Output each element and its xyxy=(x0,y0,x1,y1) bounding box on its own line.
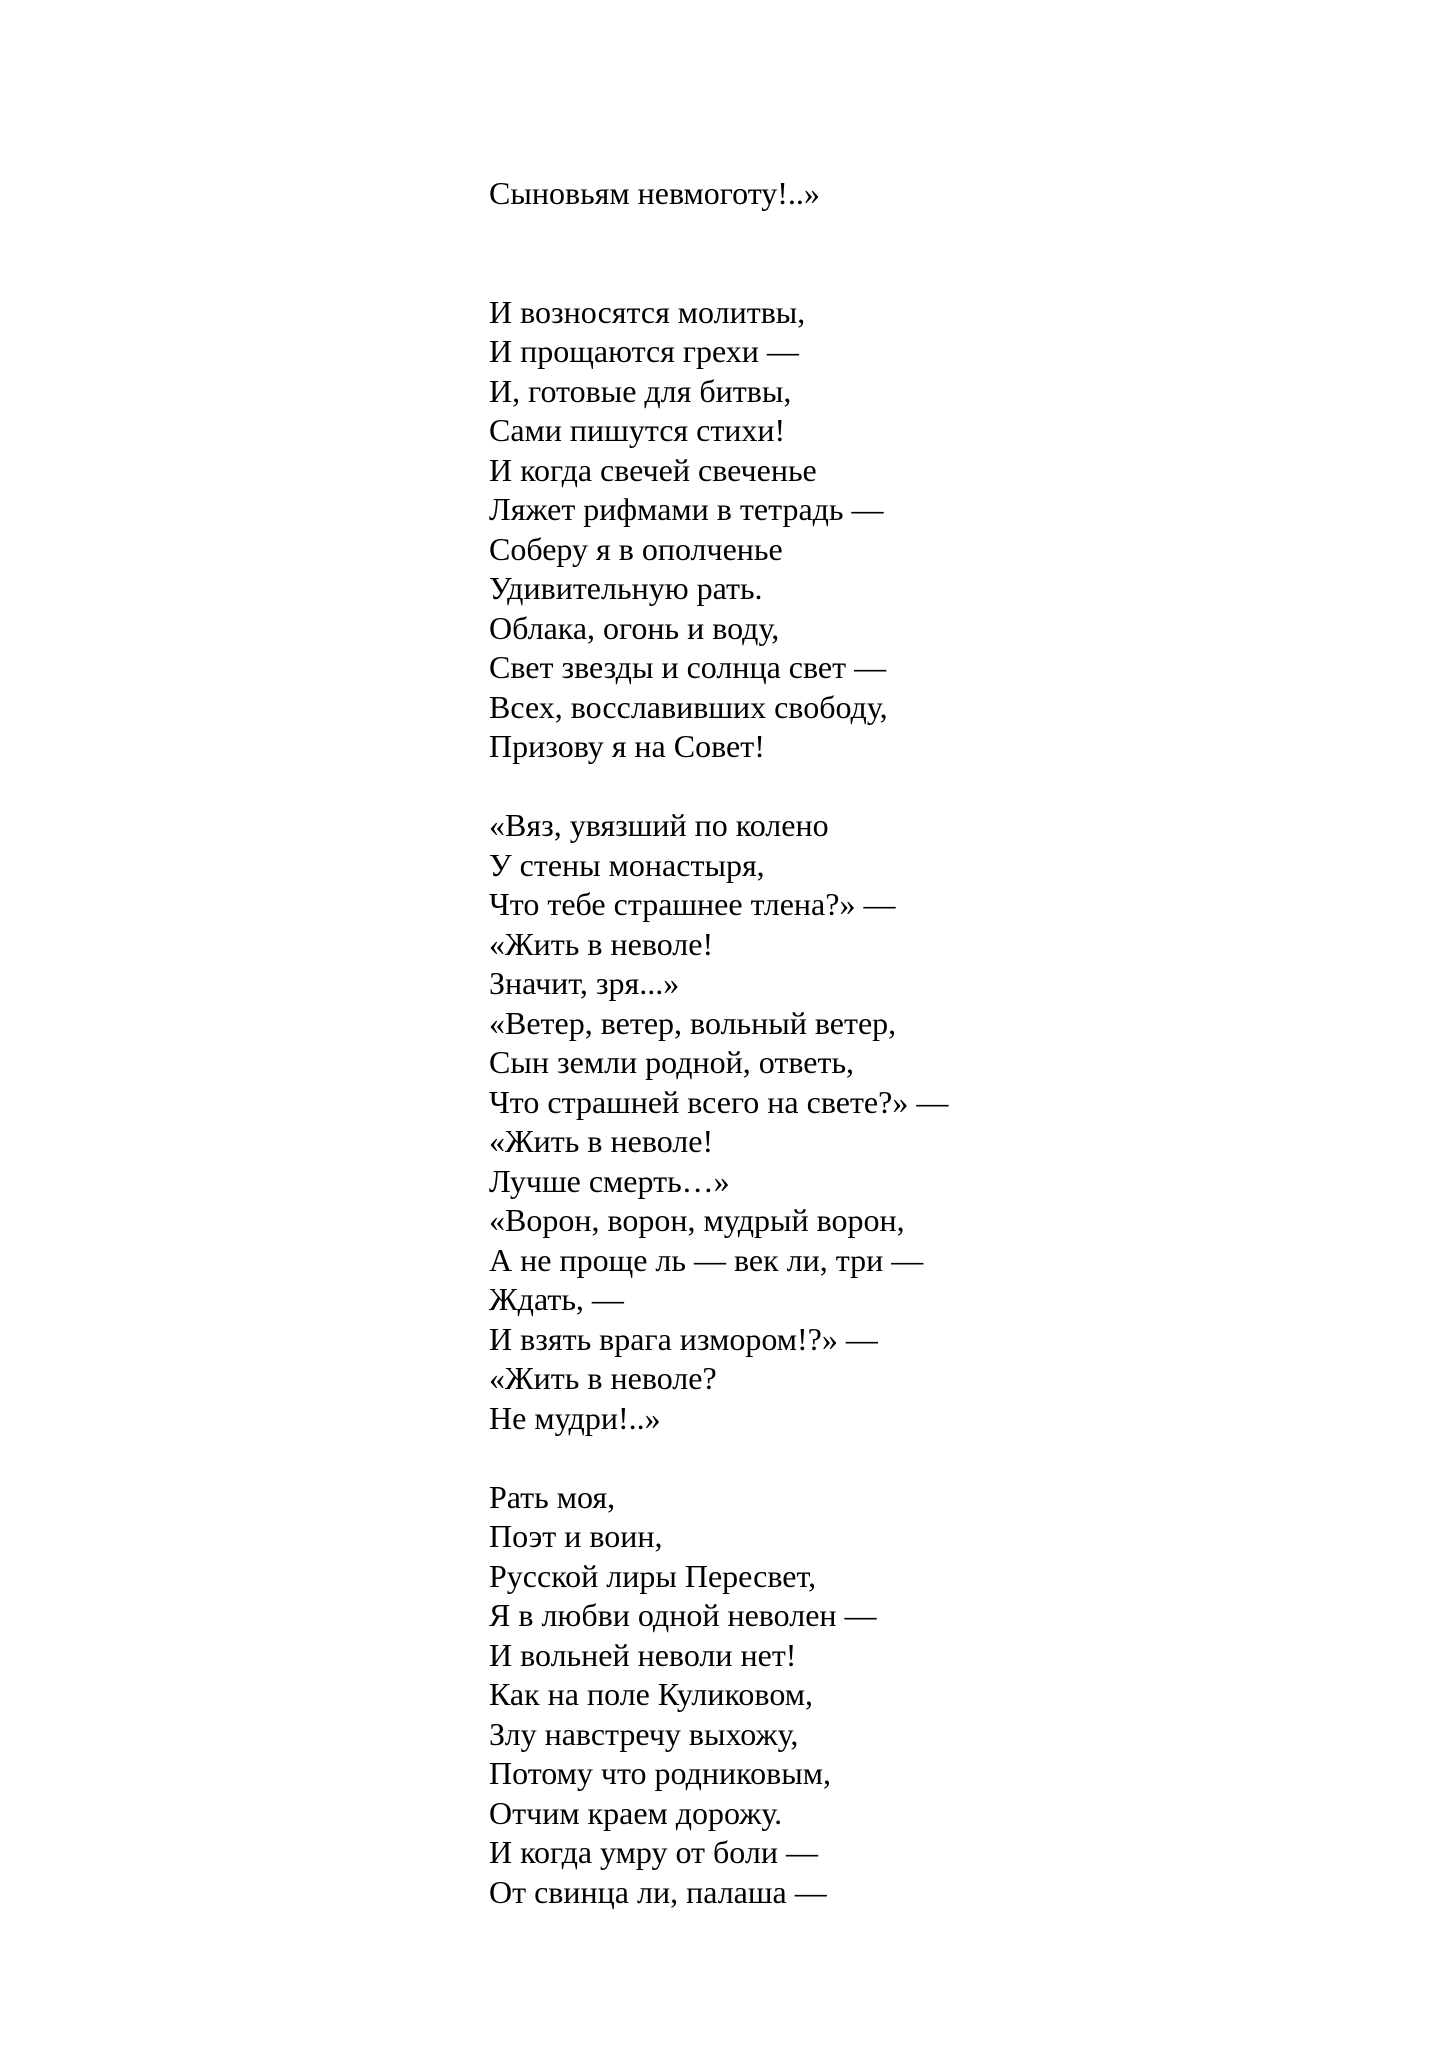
poem-line: Отчим краем дорожу. xyxy=(489,1794,783,1831)
poem-line: И когда свечей свеченье xyxy=(489,451,817,488)
poem-line: И, готовые для битвы, xyxy=(489,372,792,409)
poem-line: Облака, огонь и воду, xyxy=(489,609,780,646)
poem-line: Сами пишутся стихи! xyxy=(489,412,786,448)
stanza-2 xyxy=(489,806,1309,1438)
poem-line: От свинца ли, палаша — xyxy=(489,1873,827,1910)
poem-line: Что страшней всего на свете?» — xyxy=(489,1083,949,1120)
poem-line: Как на поле Куликовом, xyxy=(489,1676,813,1712)
poem-line: Русской лиры Пересвет, xyxy=(489,1557,817,1594)
poem-line: И взять врага измором!?» — xyxy=(489,1320,878,1357)
poem-line: «Вяз, увязший по колено xyxy=(489,807,829,843)
stanza-3 xyxy=(489,1478,1309,1913)
poem-line: Не мудри!..» xyxy=(489,1399,661,1436)
poem-line: Всех, восславивших свободу, xyxy=(489,688,888,725)
poem-line: Сыновьям невмоготу!..» xyxy=(489,175,820,211)
poem-line: Лучше смерть…» xyxy=(489,1162,730,1199)
poem-line: Что тебе страшнее тлена?» — xyxy=(489,886,896,922)
poem-line: Поэт и воин, xyxy=(489,1518,663,1554)
poem-line: Соберу я в ополченье xyxy=(489,530,783,567)
poem-line: «Ветер, ветер, вольный ветер, xyxy=(489,1004,897,1041)
poem-line: «Ворон, ворон, мудрый ворон, xyxy=(489,1202,905,1238)
stanza-break xyxy=(489,767,1309,807)
poem-line: Значит, зря...» xyxy=(489,965,680,1001)
poem-line: Ляжет рифмами в тетрадь — xyxy=(489,491,884,527)
poem-line: И когда умру от боли — xyxy=(489,1834,818,1870)
poem-line: Злу навстречу выхожу, xyxy=(489,1715,799,1752)
poem-line: Потому что родниковым, xyxy=(489,1755,831,1791)
poem-line: «Жить в неволе! xyxy=(489,925,714,962)
poem-line: Ждать, — xyxy=(489,1281,624,1317)
poem-line: И возносятся молитвы, xyxy=(489,293,806,330)
poem-line: И прощаются грехи — xyxy=(489,333,799,369)
stanza-break xyxy=(489,214,1309,293)
poem-line: Я в любви одной неволен — xyxy=(489,1597,877,1633)
stanza-break xyxy=(489,1438,1309,1478)
stanza-1 xyxy=(489,293,1309,767)
poem-line: У стены монастыря, xyxy=(489,846,765,883)
poem-line: А не проще ль — век ли, три — xyxy=(489,1241,924,1278)
poem-line: Свет звезды и солнца свет — xyxy=(489,649,887,685)
poem-line: И вольней неволи нет! xyxy=(489,1636,797,1673)
poem-line: Призову я на Совет! xyxy=(489,728,765,764)
poem-line: Рать моя, xyxy=(489,1478,616,1515)
poem-text xyxy=(489,174,1309,1912)
poem-line: «Жить в неволе? xyxy=(489,1360,717,1396)
poem-line: «Жить в неволе! xyxy=(489,1123,714,1159)
poem-line: Удивительную рать. xyxy=(489,570,763,606)
poem-line: Сын земли родной, ответь, xyxy=(489,1044,855,1080)
